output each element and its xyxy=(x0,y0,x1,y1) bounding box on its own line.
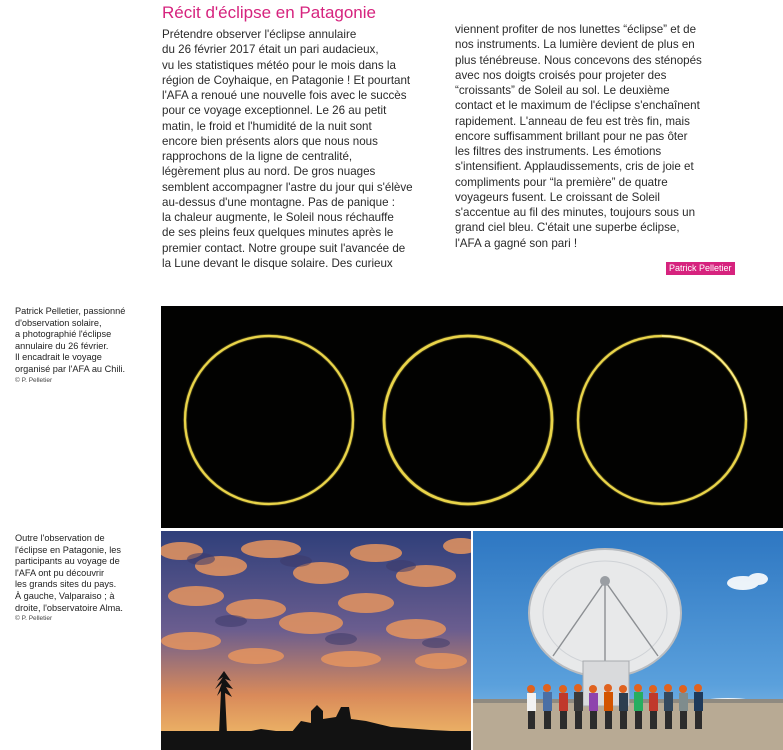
article-text-line: s'intensifient. Applaudissements, cris de joie et xyxy=(455,160,694,174)
valparaiso-photo xyxy=(161,531,471,750)
article-text-line: matin, le froid et l'humidité de la nuit sont xyxy=(162,119,372,133)
article-column-1 xyxy=(162,27,440,271)
photo-credit: © P. Pelletier xyxy=(15,615,53,623)
article-text-line: rapidement. L'anneau de feu est très fin, mais xyxy=(455,114,690,128)
article-text-line: du 26 février 2017 était un pari audacieux, xyxy=(162,43,379,57)
eclipse-ring-2 xyxy=(384,336,552,504)
caption-line: d'observation solaire, xyxy=(15,317,102,328)
article-text-line: “croissants” de Soleil au sol. Le deuxième xyxy=(455,84,670,97)
caption-line: participants au voyage de xyxy=(15,556,120,567)
caption-line: les grands sites du pays. xyxy=(15,579,117,590)
article-text-line: plus ténébreuse. Nous concevons des sténopés xyxy=(455,53,702,67)
article-text-line: compliments pour “la première” de quatre xyxy=(455,175,668,189)
article-text-line: la chaleur augmente, le Soleil nous réchauffe xyxy=(162,211,394,224)
caption-line: l'éclipse en Patagonie, les xyxy=(15,544,121,555)
caption-travel-text xyxy=(15,533,123,614)
eclipse-ring-3 xyxy=(578,336,746,504)
eclipse-ring-3-bright-arc xyxy=(662,336,746,420)
eclipse-rings xyxy=(161,306,783,528)
article-text-line: s'accentue au fil des minutes, toujours sous un xyxy=(455,206,696,219)
article-text-line: vu les statistiques météo pour le mois dans la xyxy=(162,58,396,72)
alma-observatory-photo xyxy=(473,531,783,750)
article-text-line: les filtres des instruments. Les émotions xyxy=(455,145,662,158)
article-text-line: encore suffisamment brillant pour ne pas ôter xyxy=(455,129,688,143)
article-text-line: voyageurs fusent. Le croissant de Soleil xyxy=(455,190,660,204)
photo-credit: © P. Pelletier xyxy=(15,376,53,384)
article-text-line: semblent accompagner l'astre du jour qui s'élève xyxy=(162,180,413,194)
caption-line: À gauche, Valparaiso ; à xyxy=(15,590,115,601)
caption-line: droite, l'observatoire Alma. xyxy=(15,602,123,613)
valparaiso-scene xyxy=(161,531,471,750)
author-signature: Patrick Pelletier xyxy=(666,262,735,275)
article-text-line: avec nos doigts croisés pour projeter des xyxy=(455,68,667,82)
article-text-line: pour ce voyage exceptionnel. Le 26 au petit xyxy=(162,104,387,118)
article-text-line: au-dessus d'une montagne. Pas de panique : xyxy=(162,195,395,209)
alma-scene xyxy=(473,531,783,750)
article-text-line: la Lune devant le disque solaire. Des curieux xyxy=(162,256,393,270)
caption-line: annulaire du 26 février. xyxy=(15,340,109,351)
caption-line: a photographié l'éclipse xyxy=(15,329,112,340)
article-text-line: l'AFA a renoué une nouvelle fois avec le succès xyxy=(162,89,407,102)
article-text-line: région de Coyhaique, en Patagonie ! Et pourtant xyxy=(162,73,411,87)
article-text-line: rapprochons de la ligne de centralité, xyxy=(162,150,353,163)
caption-travel xyxy=(15,533,123,624)
article-text-line: premier contact. Notre groupe suit l'avancée de xyxy=(162,241,406,255)
caption-line: Il encadrait le voyage xyxy=(15,352,102,363)
article-text-line: l'AFA a gagné son pari ! xyxy=(455,236,578,250)
article-text-line: viennent profiter de nos lunettes “éclipse” et de xyxy=(455,23,697,36)
caption-line: Outre l'observation de xyxy=(15,533,105,543)
caption-eclipse xyxy=(15,306,125,386)
caption-eclipse-text xyxy=(15,306,125,376)
article-text-line: Prétendre observer l'éclipse annulaire xyxy=(162,28,357,41)
caption-line: Patrick Pelletier, passionné xyxy=(15,306,126,316)
article-text-line: de ses pleins feux quelques minutes après le xyxy=(162,226,394,240)
article-title: Récit d'éclipse en Patagonie xyxy=(162,3,376,22)
eclipse-ring-1 xyxy=(185,336,353,504)
article-column-2 xyxy=(455,22,741,251)
caption-line: organisé par l'AFA au Chili. xyxy=(15,363,126,374)
caption-line: l'AFA ont pu découvrir xyxy=(15,567,105,578)
article-text-line: grand ciel bleu. C'était une superbe éclipse, xyxy=(455,221,680,235)
eclipse-photo xyxy=(161,306,783,528)
article-text-line: légèrement plus au nord. De gros nuages xyxy=(162,165,376,179)
article-text-line: nos instruments. La lumière devient de plus en xyxy=(455,38,695,52)
article-text-line: encore bien présents alors que nous nous xyxy=(162,134,378,148)
article-text-line: contact et le maximum de l'éclipse s'enchaînent xyxy=(455,99,700,113)
